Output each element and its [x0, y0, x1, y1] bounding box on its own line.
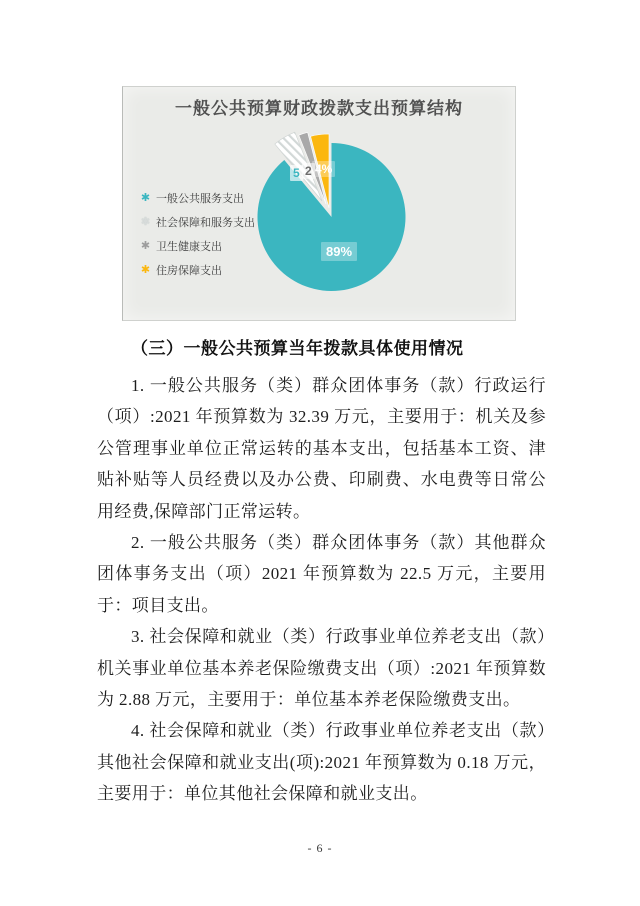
section-heading: （三）一般公共预算当年拨款具体使用情况 — [131, 339, 464, 358]
legend-marker-icon: ✱ — [140, 215, 151, 228]
page-number: - 6 - — [307, 841, 333, 855]
paragraph-1: 1. 一般公共服务（类）群众团体事务（款）行政运行（项）:2021 年预算数为 32.39 万元，主要用于：机关及参公管理事业单位正常运转的基本支出，包括基本工资、津贴补贴等人员经费以及办公费、印刷费、水电费等日常公用经费,保障部门正常运转。 — [97, 376, 546, 521]
legend-marker-icon: ✱ — [140, 239, 151, 252]
chart-legend — [139, 190, 255, 286]
document-body — [97, 333, 546, 810]
legend-item-label: 卫生健康支出 — [156, 241, 222, 253]
legend-marker-icon: ✱ — [140, 191, 151, 204]
legend-item — [139, 262, 255, 278]
legend-item-label: 一般公共服务支出 — [156, 193, 244, 205]
legend-item — [139, 190, 255, 206]
paragraph-3: 3. 社会保障和就业（类）行政事业单位养老支出（款）机关事业单位基本养老保险缴费支出（项）:2021 年预算数为 2.88 万元，主要用于：单位基本养老保险缴费支出。 — [97, 627, 546, 710]
data-label-89: 89% — [321, 242, 357, 261]
chart-title: 一般公共预算财政拨款支出预算结构 — [175, 99, 463, 118]
legend-item — [139, 214, 255, 230]
legend-marker-icon: ✱ — [140, 263, 151, 276]
paragraph-2: 2. 一般公共服务（类）群众团体事务（款）其他群众团体事务支出（项）2021 年预算数为 22.5 万元，主要用于：项目支出。 — [97, 533, 546, 615]
legend-item — [139, 238, 255, 254]
budget-pie-chart — [122, 86, 516, 321]
data-label-5: 5 — [290, 165, 303, 181]
legend-item-label: 社会保障和服务支出 — [156, 217, 255, 229]
data-label-4: 4% — [312, 161, 335, 177]
legend-item-label: 住房保障支出 — [156, 265, 222, 277]
data-label-2: 2 — [302, 163, 315, 179]
paragraph-4: 4. 社会保障和就业（类）行政事业单位养老支出（款）其他社会保障和就业支出(项):2021 年预算数为 0.18 万元，主要用于：单位其他社会保障和就业支出。 — [97, 721, 546, 804]
